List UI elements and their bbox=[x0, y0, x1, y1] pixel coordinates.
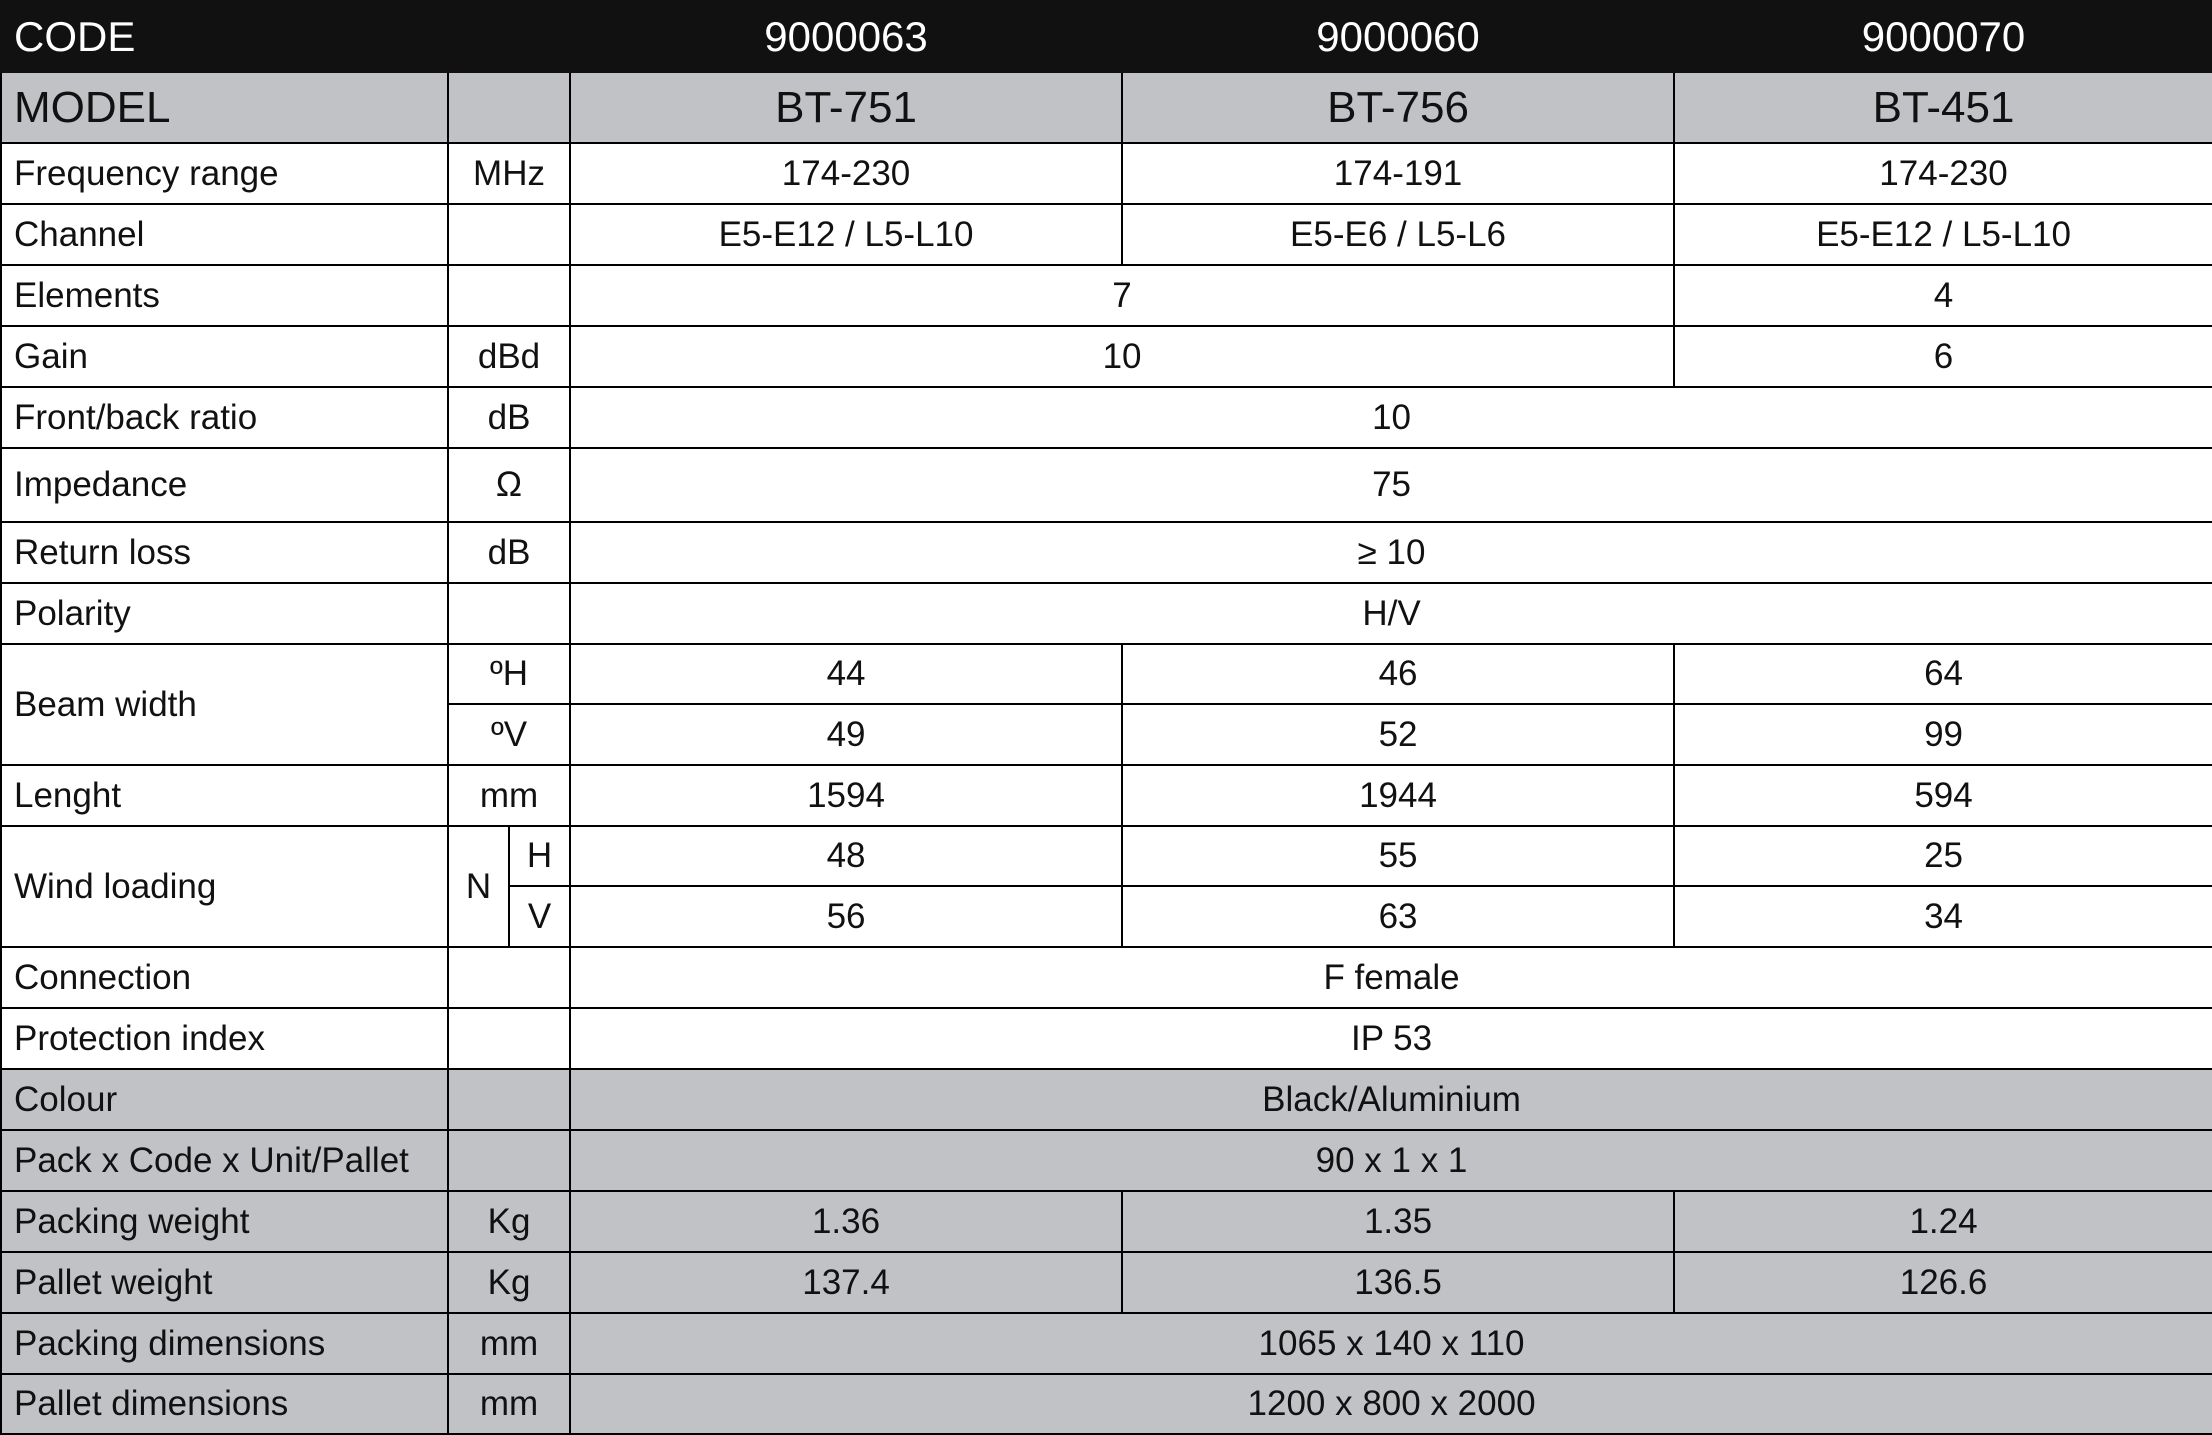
row-label: Frequency range bbox=[1, 143, 448, 204]
unit-cell bbox=[448, 1130, 570, 1191]
value-cell: 1.36 bbox=[570, 1191, 1122, 1252]
value-cell: 7 bbox=[570, 265, 1674, 326]
value-cell: 63 bbox=[1122, 886, 1674, 947]
table-row bbox=[1, 522, 2212, 583]
unit-cell bbox=[448, 947, 570, 1008]
unit-cell: mm bbox=[448, 1374, 570, 1434]
unit-cell: Kg bbox=[448, 1191, 570, 1252]
row-label: Wind loading bbox=[1, 826, 448, 947]
value-cell: 136.5 bbox=[1122, 1252, 1674, 1313]
unit-cell: MHz bbox=[448, 143, 570, 204]
unit-cell bbox=[448, 1069, 570, 1130]
row-label: Lenght bbox=[1, 765, 448, 826]
value-cell: 1.35 bbox=[1122, 1191, 1674, 1252]
unit-cell: dB bbox=[448, 522, 570, 583]
row-label: Colour bbox=[1, 1069, 448, 1130]
model-cell: BT-756 bbox=[1122, 72, 1674, 143]
unit-cell: ºH bbox=[448, 644, 570, 704]
row-label: Impedance bbox=[1, 448, 448, 522]
value-cell: 137.4 bbox=[570, 1252, 1122, 1313]
value-cell: 34 bbox=[1674, 886, 2212, 947]
row-label: Pallet weight bbox=[1, 1252, 448, 1313]
row-label: Pack x Code x Unit/Pallet bbox=[1, 1130, 448, 1191]
value-cell: E5-E12 / L5-L10 bbox=[570, 204, 1122, 265]
value-cell: 1200 x 800 x 2000 bbox=[570, 1374, 2212, 1434]
table-row bbox=[1, 1313, 2212, 1374]
row-label: Packing weight bbox=[1, 1191, 448, 1252]
code-cell: 9000070 bbox=[1674, 1, 2212, 72]
unit-cell bbox=[448, 72, 570, 143]
row-label: Channel bbox=[1, 204, 448, 265]
unit-cell bbox=[448, 204, 570, 265]
value-cell: 6 bbox=[1674, 326, 2212, 387]
code-cell: 9000063 bbox=[570, 1, 1122, 72]
value-cell: H/V bbox=[570, 583, 2212, 644]
table-row bbox=[1, 947, 2212, 1008]
table-row bbox=[1, 583, 2212, 644]
code-cell: 9000060 bbox=[1122, 1, 1674, 72]
unit-cell bbox=[448, 265, 570, 326]
value-cell: 1.24 bbox=[1674, 1191, 2212, 1252]
sub-unit-cell: H bbox=[509, 826, 570, 886]
value-cell: F female bbox=[570, 947, 2212, 1008]
value-cell: 1944 bbox=[1122, 765, 1674, 826]
table-row bbox=[1, 1069, 2212, 1130]
value-cell: IP 53 bbox=[570, 1008, 2212, 1069]
table-row bbox=[1, 1191, 2212, 1252]
value-cell: 10 bbox=[570, 387, 2212, 448]
unit-cell: dB bbox=[448, 387, 570, 448]
row-label: Elements bbox=[1, 265, 448, 326]
unit-cell: Kg bbox=[448, 1252, 570, 1313]
row-label: Connection bbox=[1, 947, 448, 1008]
value-cell: 75 bbox=[570, 448, 2212, 522]
model-cell: BT-451 bbox=[1674, 72, 2212, 143]
row-label: Packing dimensions bbox=[1, 1313, 448, 1374]
table-row bbox=[1, 826, 2212, 886]
code-label: CODE bbox=[1, 1, 570, 72]
unit-cell: mm bbox=[448, 765, 570, 826]
row-label: Return loss bbox=[1, 522, 448, 583]
table-row bbox=[1, 1130, 2212, 1191]
unit-cell bbox=[448, 1008, 570, 1069]
model-label: MODEL bbox=[1, 72, 448, 143]
value-cell: 594 bbox=[1674, 765, 2212, 826]
value-cell: 10 bbox=[570, 326, 1674, 387]
value-cell: 46 bbox=[1122, 644, 1674, 704]
table-row bbox=[1, 1008, 2212, 1069]
value-cell: 174-230 bbox=[1674, 143, 2212, 204]
value-cell: 52 bbox=[1122, 704, 1674, 765]
table-row bbox=[1, 326, 2212, 387]
value-cell: 174-191 bbox=[1122, 143, 1674, 204]
unit-cell bbox=[448, 583, 570, 644]
table-row bbox=[1, 204, 2212, 265]
row-label: Protection index bbox=[1, 1008, 448, 1069]
value-cell: Black/Aluminium bbox=[570, 1069, 2212, 1130]
value-cell: 56 bbox=[570, 886, 1122, 947]
value-cell: 99 bbox=[1674, 704, 2212, 765]
table-row bbox=[1, 143, 2212, 204]
value-cell: 25 bbox=[1674, 826, 2212, 886]
value-cell: 44 bbox=[570, 644, 1122, 704]
value-cell: 55 bbox=[1122, 826, 1674, 886]
value-cell: 126.6 bbox=[1674, 1252, 2212, 1313]
value-cell: E5-E12 / L5-L10 bbox=[1674, 204, 2212, 265]
value-cell: 64 bbox=[1674, 644, 2212, 704]
value-cell: ≥ 10 bbox=[570, 522, 2212, 583]
unit-cell: N bbox=[448, 826, 509, 947]
sub-unit-cell: V bbox=[509, 886, 570, 947]
value-cell: E5-E6 / L5-L6 bbox=[1122, 204, 1674, 265]
row-label: Gain bbox=[1, 326, 448, 387]
table-row bbox=[1, 1252, 2212, 1313]
unit-cell: ºV bbox=[448, 704, 570, 765]
code-row bbox=[1, 1, 2212, 72]
value-cell: 1065 x 140 x 110 bbox=[570, 1313, 2212, 1374]
row-label: Beam width bbox=[1, 644, 448, 765]
value-cell: 4 bbox=[1674, 265, 2212, 326]
row-label: Pallet dimensions bbox=[1, 1374, 448, 1434]
value-cell: 1594 bbox=[570, 765, 1122, 826]
table-row bbox=[1, 644, 2212, 704]
unit-cell: dBd bbox=[448, 326, 570, 387]
model-row bbox=[1, 72, 2212, 143]
value-cell: 48 bbox=[570, 826, 1122, 886]
table-row bbox=[1, 448, 2212, 522]
table-row bbox=[1, 265, 2212, 326]
model-cell: BT-751 bbox=[570, 72, 1122, 143]
table-row bbox=[1, 387, 2212, 448]
value-cell: 49 bbox=[570, 704, 1122, 765]
row-label: Front/back ratio bbox=[1, 387, 448, 448]
row-label: Polarity bbox=[1, 583, 448, 644]
value-cell: 174-230 bbox=[570, 143, 1122, 204]
unit-cell: Ω bbox=[448, 448, 570, 522]
unit-cell: mm bbox=[448, 1313, 570, 1374]
table-row bbox=[1, 1374, 2212, 1434]
value-cell: 90 x 1 x 1 bbox=[570, 1130, 2212, 1191]
table-row bbox=[1, 765, 2212, 826]
